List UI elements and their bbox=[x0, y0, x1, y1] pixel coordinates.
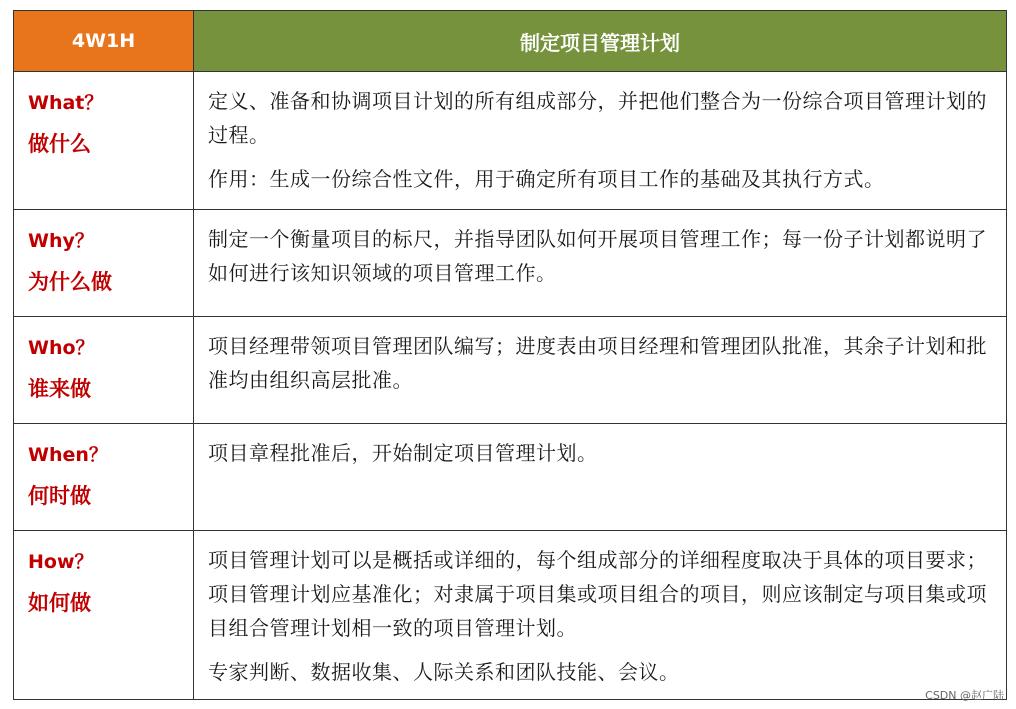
answer-cell bbox=[194, 424, 1006, 530]
answer-paragraph: 项目经理带领项目管理团队编写；进度表由项目经理和管理团队批准，其余子计划和批准均由组织高层批准。 bbox=[208, 334, 987, 392]
table-row-who bbox=[14, 316, 1006, 423]
table-header-row bbox=[14, 11, 1006, 71]
answer-paragraph: 作用：生成一份综合性文件，用于确定所有项目工作的基础及其执行方式。 bbox=[208, 167, 885, 191]
question-en: What？ bbox=[28, 92, 104, 114]
table-row-what bbox=[14, 71, 1006, 209]
answer-paragraph: 定义、准备和协调项目计划的所有组成部分，并把他们整合为一份综合项目管理计划的过程。 bbox=[208, 89, 987, 147]
question-cell bbox=[14, 317, 194, 423]
question-zh: 做什么 bbox=[28, 132, 91, 156]
header-4w1h: 4W1H bbox=[14, 11, 194, 71]
question-cell bbox=[14, 210, 194, 316]
watermark-text: CSDN @赵广陆 bbox=[925, 689, 1004, 702]
4w1h-table bbox=[13, 10, 1007, 700]
header-title: 制定项目管理计划 bbox=[194, 11, 1006, 71]
question-zh: 如何做 bbox=[28, 591, 91, 615]
question-zh: 为什么做 bbox=[28, 270, 112, 294]
answer-paragraph: 制定一个衡量项目的标尺，并指导团队如何开展项目管理工作；每一份子计划都说明了如何进行该知识领域的项目管理工作。 bbox=[208, 227, 987, 285]
answer-paragraph: 项目管理计划可以是概括或详细的，每个组成部分的详细程度取决于具体的项目要求；项目管理计划应基准化；对隶属于项目集或项目组合的项目，则应该制定与项目集或项目组合管理计划相一致的项目管理计划。 bbox=[208, 548, 987, 640]
question-cell bbox=[14, 424, 194, 530]
question-en: When？ bbox=[28, 444, 108, 466]
question-cell bbox=[14, 531, 194, 699]
question-en: Why？ bbox=[28, 230, 94, 252]
question-cell bbox=[14, 72, 194, 209]
question-zh: 谁来做 bbox=[28, 377, 91, 401]
answer-cell bbox=[194, 72, 1006, 209]
table-row-how bbox=[14, 530, 1006, 699]
question-zh: 何时做 bbox=[28, 484, 91, 508]
answer-cell bbox=[194, 531, 1006, 699]
answer-cell bbox=[194, 210, 1006, 316]
answer-paragraph: 项目章程批准后，开始制定项目管理计划。 bbox=[208, 441, 598, 465]
answer-paragraph: 专家判断、数据收集、人际关系和团队技能、会议。 bbox=[208, 660, 680, 684]
answer-cell bbox=[194, 317, 1006, 423]
table-row-why bbox=[14, 209, 1006, 316]
question-en: Who？ bbox=[28, 337, 95, 359]
question-en: How？ bbox=[28, 551, 94, 573]
table-row-when bbox=[14, 423, 1006, 530]
